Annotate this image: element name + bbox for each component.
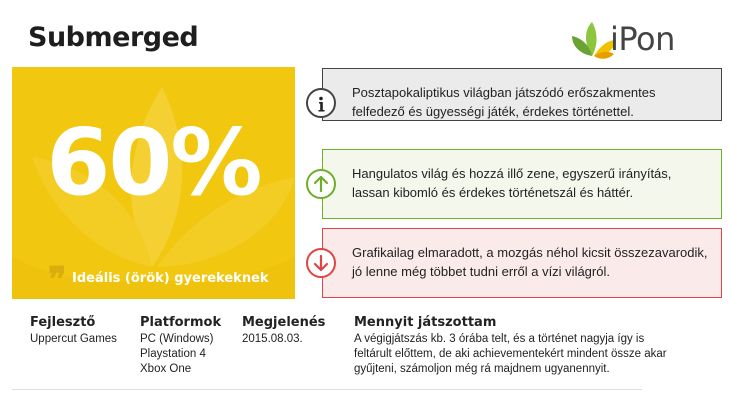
score-value: 60% [46, 109, 261, 216]
logo-text: iPon [610, 20, 675, 58]
release-column [242, 315, 325, 347]
con-point [322, 228, 722, 298]
developer-column [30, 315, 117, 347]
release-label: Megjelenés [242, 315, 326, 330]
arrow-down-icon [306, 248, 336, 278]
playtime-column [354, 315, 674, 377]
quote-mark: ❞ [48, 260, 67, 299]
release-value: 2015.08.03. [242, 333, 303, 345]
playtime-label: Mennyit játszottam [354, 315, 497, 330]
verdict-text: Ideális (örök) gyerekeknek [72, 271, 269, 286]
divider [12, 389, 642, 390]
info-icon [306, 88, 336, 118]
pro-text: Hangulatos világ és hozzá illő zene, egyszerű irányítás, lassan kibomló és érdekes történetszál és háttér. [352, 166, 672, 200]
ipon-logo [570, 18, 715, 64]
platform-item: Playstation 4 [140, 348, 206, 360]
platform-item: Xbox One [140, 363, 192, 375]
platforms-label: Platformok [140, 315, 222, 330]
playtime-value: A végigjátszás kb. 3 órába telt, és a történet nagyja így is feltárult előttem, de aki achievementekért mindent össze akar gyűjteni, számoljon még rá majdnem ugyanennyit. [354, 333, 667, 375]
arrow-up-icon [306, 169, 336, 199]
platforms-column [140, 315, 221, 377]
developer-value: Uppercut Games [30, 333, 117, 345]
score-panel [12, 67, 295, 299]
game-title: Submerged [28, 22, 199, 53]
con-text: Grafikailag elmaradott, a mozgás néhol kicsit összezavarodik, jó lenne még többet tudni erről a vízi világról. [352, 245, 708, 279]
developer-label: Fejlesztő [30, 315, 96, 330]
info-text: Posztapokaliptikus világban játszódó erőszakmentes felfedező és ügyességi játék, érdekes történettel. [352, 85, 656, 119]
platform-item: PC (Windows) [140, 333, 214, 345]
info-point [322, 68, 722, 121]
pro-point [322, 149, 722, 219]
